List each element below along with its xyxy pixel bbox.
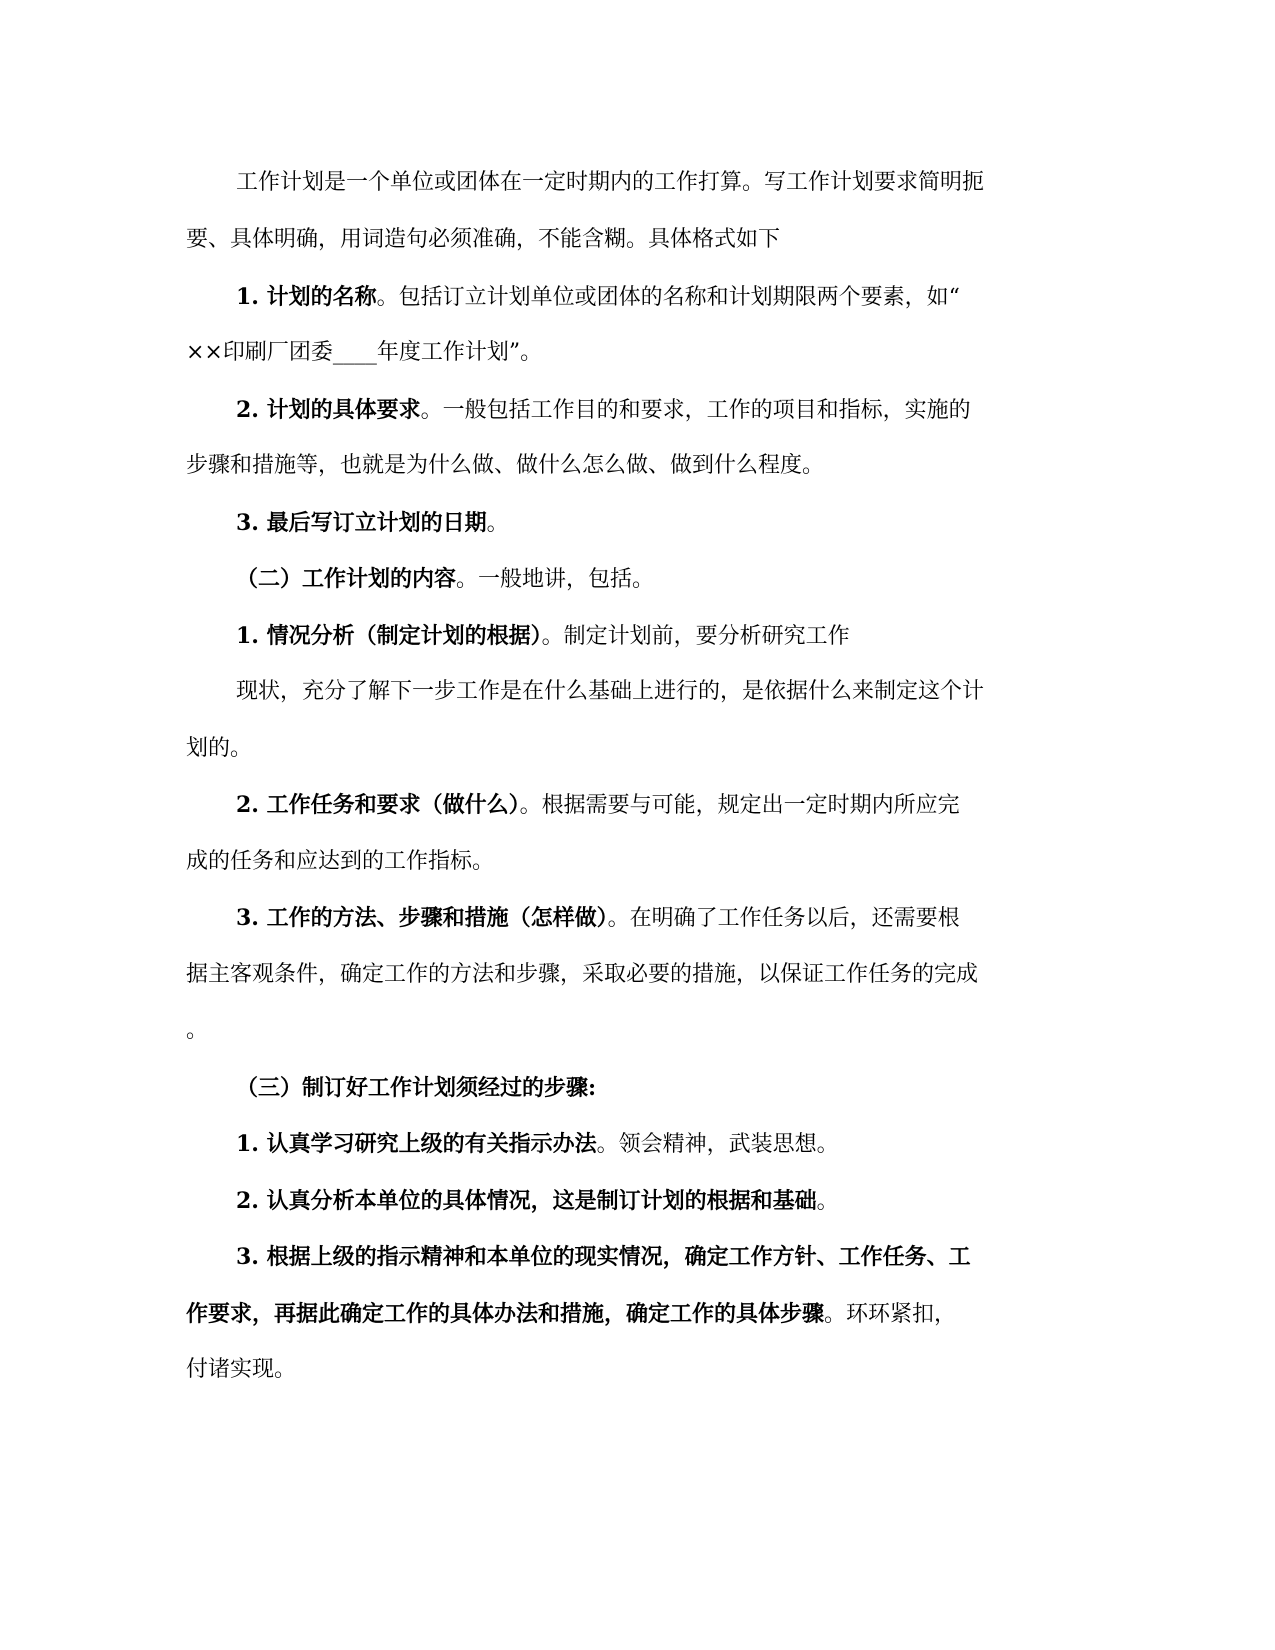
text-run: 。 — [816, 1189, 839, 1214]
text-line — [236, 564, 654, 595]
heading-run: （二）工作计划的内容 — [236, 566, 457, 592]
text-line — [186, 847, 494, 877]
text-run: 。包括订立计划单位或团体的名称和计划期限两个要素，如“ — [376, 285, 960, 310]
text-line — [236, 621, 850, 652]
text-run: 步骤和措施等，也就是为什么做、做什么怎么做、做到什么程度。 — [186, 453, 825, 478]
text-line — [236, 1242, 971, 1273]
heading-run: 2. 工作任务和要求（做什么） — [236, 792, 520, 818]
text-line — [186, 1355, 296, 1385]
text-run: 。环环紧扣， — [824, 1302, 957, 1327]
text-run: 付诸实现。 — [186, 1357, 297, 1382]
text-run: 。一般包括工作目的和要求，工作的项目和指标，实施的 — [420, 398, 971, 423]
text-line — [236, 1073, 596, 1104]
text-line — [236, 790, 960, 821]
text-line — [236, 282, 960, 313]
text-line — [186, 960, 978, 990]
text-run: 。制定计划前，要分析研究工作 — [541, 624, 850, 649]
text-run: 。根据需要与可能，规定出一定时期内所应完 — [519, 793, 960, 818]
heading-run: 1. 认真学习研究上级的有关指示办法 — [236, 1131, 597, 1157]
text-run: 工作计划是一个单位或团体在一定时期内的工作打算。写工作计划要求简明扼 — [236, 170, 985, 195]
text-line — [236, 508, 509, 539]
text-line — [186, 1016, 208, 1046]
text-line — [236, 1129, 839, 1160]
text-line — [186, 451, 824, 481]
heading-run: （三）制订好工作计划须经过的步骤: — [236, 1075, 597, 1101]
text-line — [186, 225, 780, 255]
text-run: 要、具体明确，用词造句必须准确，不能含糊。具体格式如下 — [186, 227, 781, 252]
text-run: 现状，充分了解下一步工作是在什么基础上进行的，是依据什么来制定这个计 — [236, 679, 985, 704]
text-run: ××印刷厂团委____年度工作计划”。 — [186, 340, 543, 365]
heading-run: 3. 最后写订立计划的日期 — [236, 510, 487, 536]
heading-run: 3. 根据上级的指示精神和本单位的现实情况，确定工作方针、工作任务、工 — [236, 1244, 971, 1270]
text-run: 据主客观条件，确定工作的方法和步骤，采取必要的措施，以保证工作任务的完成 — [186, 962, 979, 987]
text-run: 。领会精神，武装思想。 — [596, 1132, 839, 1157]
text-run: 成的任务和应达到的工作指标。 — [186, 849, 495, 874]
text-run: 。 — [486, 511, 509, 536]
heading-run: 2. 认真分析本单位的具体情况，这是制订计划的根据和基础 — [236, 1188, 817, 1214]
text-run: 。一般地讲，包括。 — [456, 567, 655, 592]
text-run: 。在明确了工作任务以后，还需要根 — [607, 906, 960, 931]
text-run: 划的。 — [186, 736, 253, 761]
text-line — [236, 677, 984, 707]
text-run: 。 — [186, 1018, 209, 1043]
heading-run: 2. 计划的具体要求 — [236, 397, 421, 423]
text-line — [186, 338, 542, 368]
heading-run: 作要求，再据此确定工作的具体办法和措施，确定工作的具体步骤 — [186, 1301, 825, 1327]
heading-run: 3. 工作的方法、步骤和措施（怎样做） — [236, 905, 608, 931]
heading-run: 1. 计划的名称 — [236, 284, 377, 310]
text-line — [236, 168, 984, 198]
text-line — [236, 1186, 839, 1217]
text-line — [236, 903, 960, 934]
text-line — [186, 1299, 956, 1330]
heading-run: 1. 情况分析（制定计划的根据） — [236, 623, 542, 649]
text-line — [236, 395, 971, 426]
text-line — [186, 734, 252, 764]
